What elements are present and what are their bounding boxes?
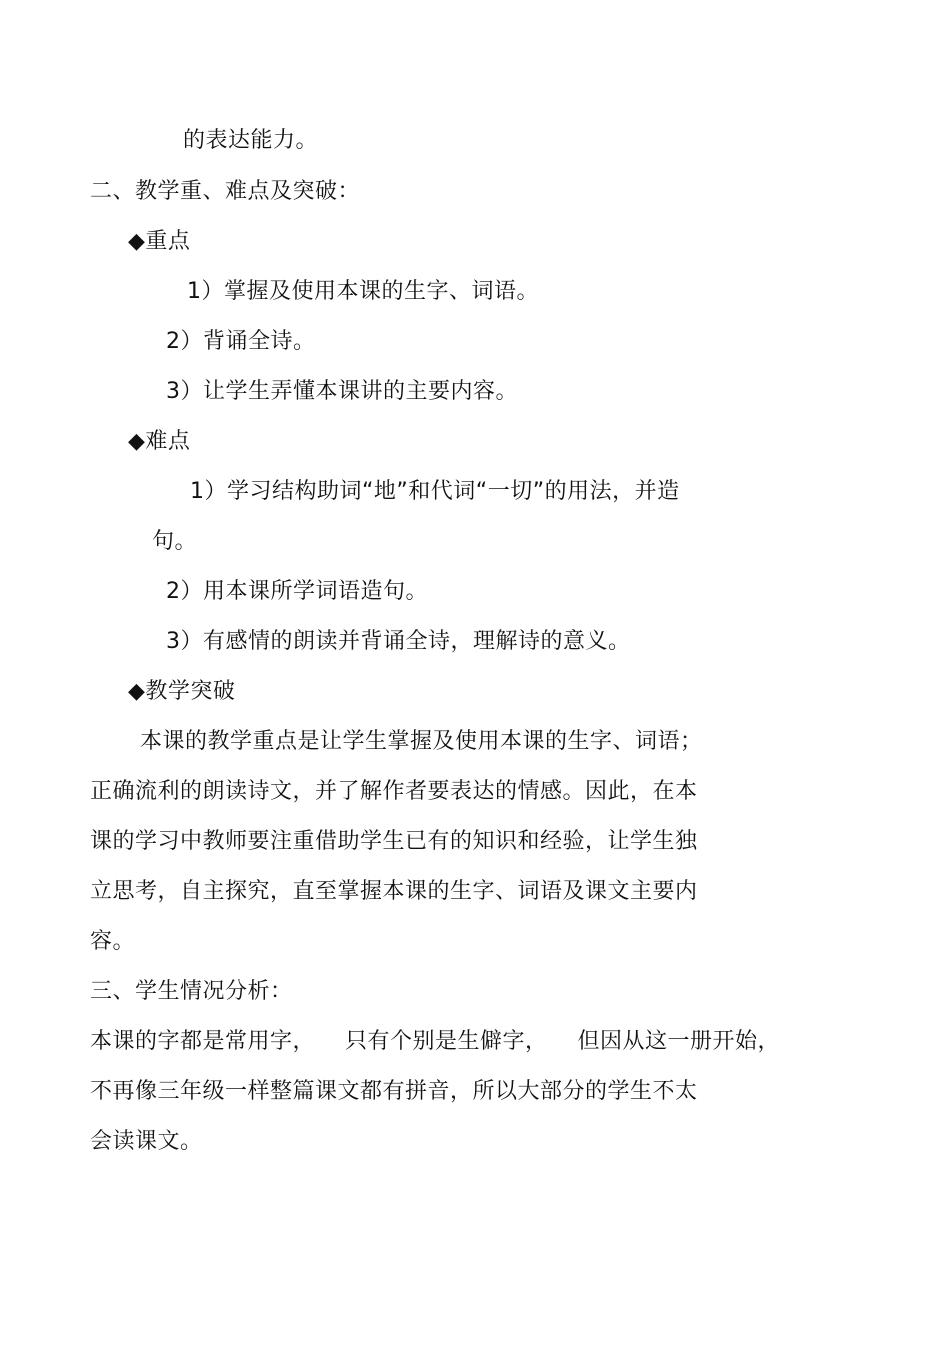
paragraph-line: 立思考，自主探究，直至掌握本课的生字、词语及课文主要内 [90,879,698,904]
paragraph-line: 本课的字都是常用字， 只有个别是生僻字， 但因从这一册开始， [90,1029,780,1054]
list-item: 1）掌握及使用本课的生字、词语。 [187,279,539,304]
paragraph-line: 正确流利的朗读诗文，并了解作者要表达的情感。因此，在本 [90,779,698,804]
subheading-teaching-breakthrough: ◆教学突破 [128,679,236,704]
paragraph-line: 不再像三年级一样整篇课文都有拼音，所以大部分的学生不太 [90,1079,698,1104]
section-heading: 二、教学重、难点及突破： [90,179,361,204]
list-item: 2）背诵全诗。 [166,329,316,354]
paragraph-line: 本课的教学重点是让学生掌握及使用本课的生字、词语； [140,729,703,754]
list-item: 2）用本课所学词语造句。 [166,579,428,604]
subheading-key-points: ◆重点 [128,229,191,254]
paragraph-line: 容。 [90,929,136,954]
paragraph-line: 课的学习中教师要注重借助学生已有的知识和经验，让学生独 [90,829,698,854]
section-heading: 三、学生情况分析： [90,979,293,1004]
paragraph-line: 的表达能力。 [183,128,319,153]
list-item: 3）让学生弄懂本课讲的主要内容。 [166,379,518,404]
list-item: 3）有感情的朗读并背诵全诗，理解诗的意义。 [166,629,631,654]
paragraph-line: 会读课文。 [90,1129,203,1154]
list-item: 1）学习结构助词“地”和代词“一切”的用法，并造 [190,479,680,504]
list-item-continuation: 句。 [152,529,198,554]
subheading-difficulties: ◆难点 [128,429,191,454]
